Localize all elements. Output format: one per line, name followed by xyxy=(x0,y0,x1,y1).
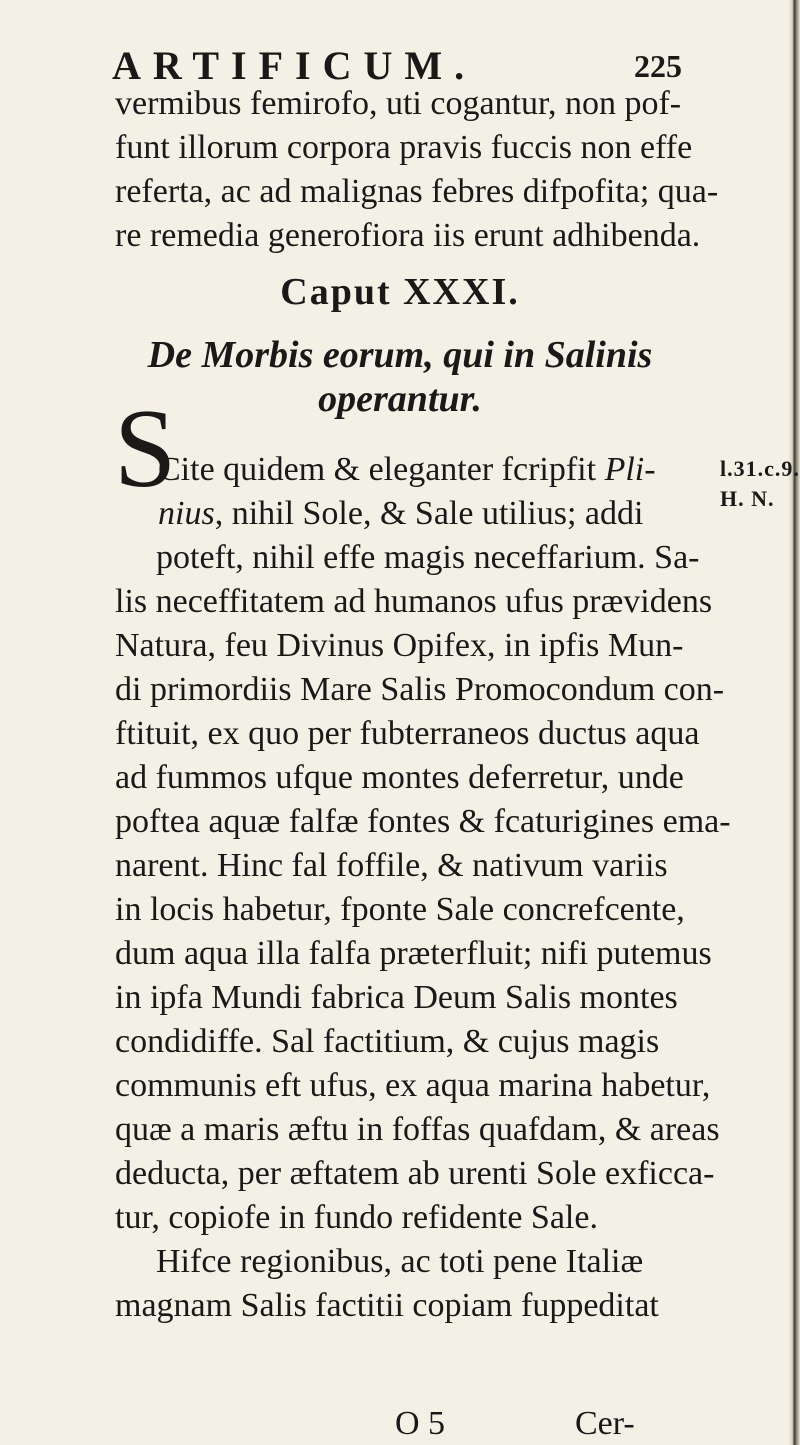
text-line xyxy=(158,448,656,492)
text-line: narent. Hinc fal foffile, & nativum variis xyxy=(115,847,668,884)
margin-note: H. N. xyxy=(720,486,775,511)
text-line: deducta, per æftatem ab urenti Sole exficca- xyxy=(115,1155,715,1192)
text-line: vermibus femirofo, uti cogantur, non pof- xyxy=(115,85,682,122)
margin-note: l.31.c.9. xyxy=(720,456,800,481)
text-line: tur, copiofe in fundo refidente Sale. xyxy=(115,1199,598,1236)
text-line: Hifce regionibus, ac toti pene Italiæ xyxy=(156,1243,644,1280)
catchword: Cer- xyxy=(575,1405,635,1442)
signature-mark: O 5 xyxy=(395,1405,446,1442)
text-line xyxy=(158,492,643,536)
text-line: poftea aquæ falfæ fontes & fcaturigines ema- xyxy=(115,803,731,840)
chapter-heading: Caput XXXI. xyxy=(280,271,520,313)
text-line: quæ a maris æftu in foffas quafdam, & areas xyxy=(115,1111,720,1148)
italic-name: nius xyxy=(158,495,215,532)
text-run: Cite quidem & eleganter fcripfit xyxy=(158,451,605,488)
chapter-title-cont: operantur. xyxy=(318,378,482,420)
text-line: in ipfa Mundi fabrica Deum Salis montes xyxy=(115,979,678,1016)
text-line: di primordiis Mare Salis Promocondum con- xyxy=(115,671,725,708)
italic-name: Pli- xyxy=(604,451,656,488)
text-line: ad fummos ufque montes deferretur, unde xyxy=(115,759,684,796)
page-edge xyxy=(788,0,800,1445)
text-line: re remedia generofiora iis erunt adhibenda. xyxy=(115,217,701,254)
text-line: poteft, nihil effe magis neceffarium. Sa- xyxy=(156,539,700,576)
text-line: funt illorum corpora pravis fuccis non effe xyxy=(115,129,693,166)
text-run: , nihil Sole, & Sale utilius; addi xyxy=(214,495,644,532)
text-line: in locis habetur, fponte Sale concrefcente, xyxy=(115,891,685,928)
text-line: dum aqua illa falfa præterfluit; nifi putemus xyxy=(115,935,712,972)
text-line: communis eft ufus, ex aqua marina habetur, xyxy=(115,1067,711,1104)
text-line: lis neceffitatem ad humanos ufus prævidens xyxy=(115,583,713,620)
text-line: Natura, feu Divinus Opifex, in ipfis Mun- xyxy=(115,627,684,664)
text-line: magnam Salis factitii copiam fuppeditat xyxy=(115,1287,659,1324)
drop-capital: S xyxy=(114,387,177,511)
text-line: referta, ac ad malignas febres difpofita; qua- xyxy=(115,173,719,210)
text-line: condidiffe. Sal factitium, & cujus magis xyxy=(115,1023,660,1060)
text-line: ftituit, ex quo per fubterraneos ductus aqua xyxy=(115,715,700,752)
page-number: 225 xyxy=(634,48,682,84)
chapter-title: De Morbis eorum, qui in Salinis xyxy=(147,334,653,376)
running-title: ARTIFICUM. xyxy=(112,43,477,88)
